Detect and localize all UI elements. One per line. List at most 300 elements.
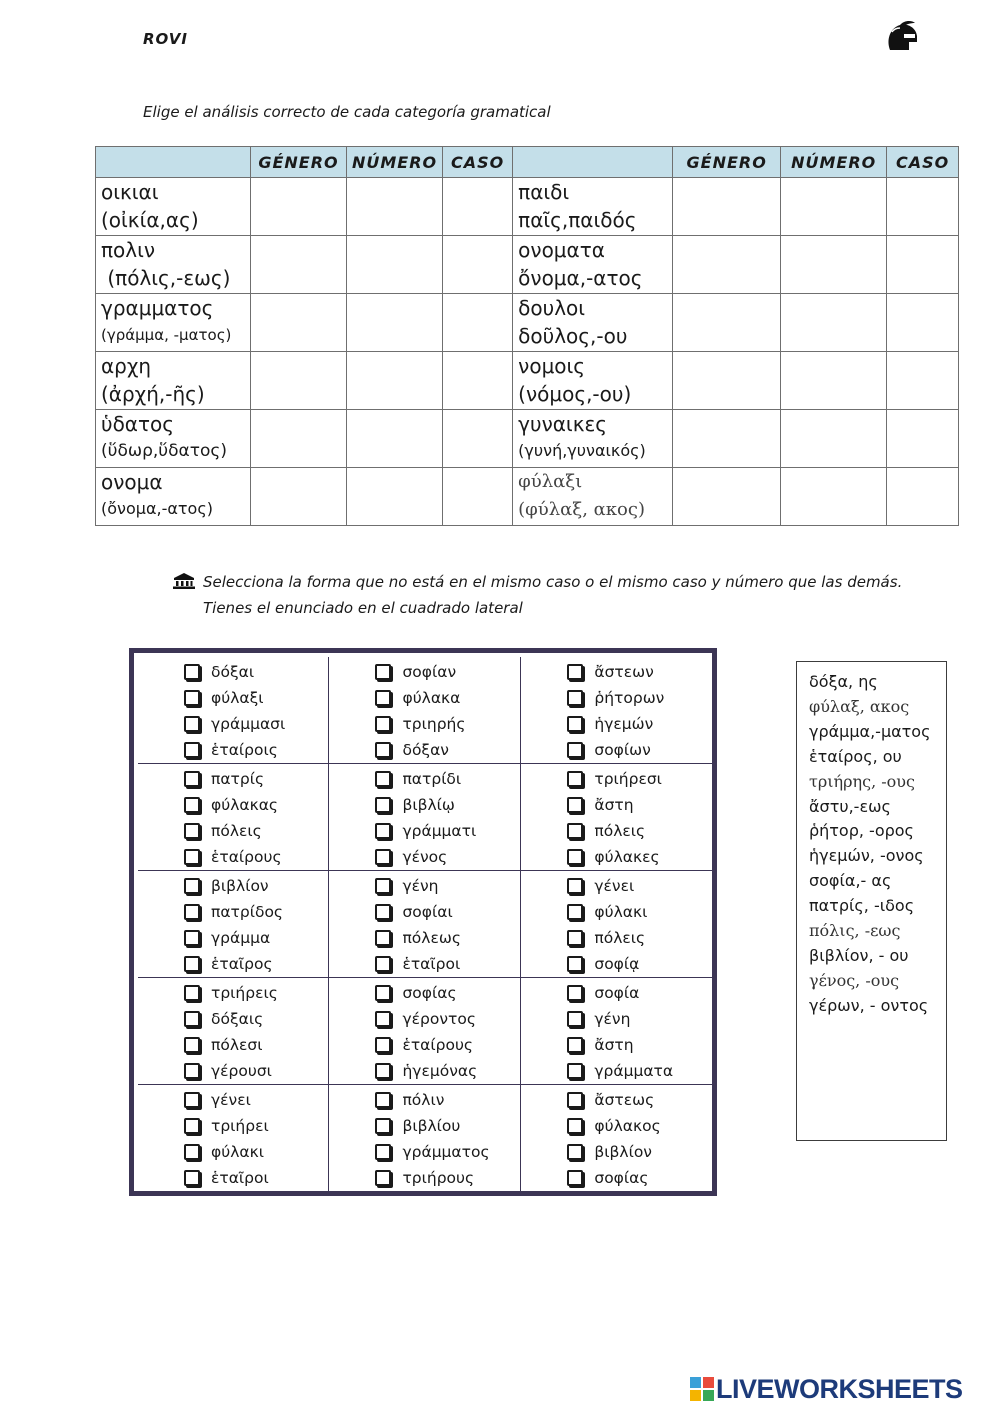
answer-cell[interactable] [347, 410, 443, 468]
option-item[interactable] [138, 1139, 328, 1165]
checkbox[interactable] [567, 849, 583, 865]
checkbox[interactable] [184, 985, 200, 1001]
option-item[interactable] [329, 1058, 520, 1084]
answer-cell[interactable] [347, 468, 443, 526]
option-label: ἄστη [594, 796, 634, 814]
answer-cell[interactable] [347, 294, 443, 352]
option-label: ἑταίρους [402, 1036, 474, 1054]
option-group [138, 657, 329, 764]
option-label: δόξαις [211, 1010, 264, 1028]
option-item[interactable] [329, 711, 520, 737]
checkbox[interactable] [375, 716, 391, 732]
lemma: (νόμος,-ου) [518, 382, 632, 406]
option-label: γένη [402, 877, 439, 895]
option-item[interactable] [138, 873, 328, 899]
option-item[interactable] [138, 925, 328, 951]
option-item[interactable] [329, 951, 520, 977]
word-cell [513, 294, 673, 352]
option-item[interactable] [329, 1139, 520, 1165]
checkbox[interactable] [184, 878, 200, 894]
option-item[interactable] [329, 1032, 520, 1058]
option-label: πόλιν [402, 1091, 445, 1109]
option-item[interactable] [329, 685, 520, 711]
checkbox[interactable] [184, 1092, 200, 1108]
checkbox[interactable] [375, 1144, 391, 1160]
option-item[interactable] [138, 685, 328, 711]
option-item[interactable] [521, 1087, 712, 1113]
header-genero: GÉNERO [251, 147, 347, 178]
checkbox[interactable] [375, 797, 391, 813]
word-cell [96, 352, 251, 410]
greek-word: γυναικες [518, 412, 608, 436]
grammar-analysis-table [95, 146, 959, 526]
checkbox[interactable] [567, 716, 583, 732]
reference-entry: γένος, -ους [809, 970, 900, 990]
option-label: πατρίδι [402, 770, 462, 788]
option-label: βιβλίον [594, 1143, 652, 1161]
option-item[interactable] [521, 792, 712, 818]
option-label: ἄστεων [594, 663, 654, 681]
option-label: τριήρεσι [594, 770, 662, 788]
checkbox[interactable] [184, 823, 200, 839]
option-label: σοφίας [594, 1169, 649, 1187]
lemma: (γυνή,γυναικός) [518, 441, 646, 460]
reference-entry: γέρων, - οντος [809, 995, 929, 1015]
odd-one-out-grid [129, 648, 717, 1196]
option-label: φύλακα [402, 689, 461, 707]
option-item[interactable] [138, 1006, 328, 1032]
word-cell [513, 352, 673, 410]
option-item[interactable] [138, 792, 328, 818]
checkbox[interactable] [567, 1037, 583, 1053]
option-label: τριήρεις [211, 984, 278, 1002]
answer-cell[interactable] [887, 410, 959, 468]
option-item[interactable] [138, 899, 328, 925]
option-label: ἄστη [594, 1036, 634, 1054]
answer-cell[interactable] [251, 236, 347, 294]
reference-entry: ἄστυ,-εως [809, 796, 891, 816]
header-numero: NÚMERO [781, 147, 887, 178]
grid-row [138, 764, 712, 871]
option-label: πόλεις [211, 822, 262, 840]
option-item[interactable] [329, 659, 520, 685]
checkbox[interactable] [375, 985, 391, 1001]
option-group [138, 1085, 329, 1192]
reference-entry: ἡγεμών, -ονος [809, 846, 924, 866]
option-item[interactable] [138, 818, 328, 844]
lemma: δοῦλος,-ου [518, 324, 628, 348]
option-group [138, 978, 329, 1085]
checkbox[interactable] [184, 1170, 200, 1186]
checkbox[interactable] [184, 797, 200, 813]
greek-word: ονομα [101, 470, 163, 494]
option-item[interactable] [138, 1058, 328, 1084]
answer-cell[interactable] [781, 294, 887, 352]
option-label: βιβλίον [211, 877, 269, 895]
option-item[interactable] [521, 899, 712, 925]
checkbox[interactable] [375, 690, 391, 706]
option-item[interactable] [329, 873, 520, 899]
option-label: ἑταίρους [211, 848, 282, 866]
checkbox[interactable] [375, 849, 391, 865]
greek-word: παιδι [518, 180, 570, 204]
header-genero: GÉNERO [673, 147, 781, 178]
option-label: φύλακι [594, 903, 648, 921]
greek-word: γραμματος [101, 296, 214, 320]
option-item[interactable] [521, 1113, 712, 1139]
checkbox[interactable] [567, 690, 583, 706]
option-item[interactable] [521, 1165, 712, 1191]
table-row [96, 178, 959, 236]
word-cell [513, 410, 673, 468]
answer-cell[interactable] [781, 178, 887, 236]
option-label: φύλακες [594, 848, 660, 866]
option-item[interactable] [521, 711, 712, 737]
reference-entry: πατρίς, -ιδος [809, 896, 915, 916]
option-item[interactable] [521, 766, 712, 792]
answer-cell[interactable] [443, 410, 513, 468]
option-group [138, 764, 329, 871]
checkbox[interactable] [567, 742, 583, 758]
option-item[interactable] [138, 844, 328, 870]
option-item[interactable] [329, 899, 520, 925]
checkbox[interactable] [567, 930, 583, 946]
option-label: ἄστεως [594, 1091, 655, 1109]
option-item[interactable] [138, 980, 328, 1006]
reference-entry: φύλαξ, ακος [809, 696, 910, 716]
lemma: ὄνομα,-ατος [518, 266, 643, 290]
option-item[interactable] [521, 1139, 712, 1165]
greek-word: ὑδατος [101, 412, 175, 436]
option-label: φύλακας [211, 796, 279, 814]
option-item[interactable] [521, 951, 712, 977]
option-item[interactable] [138, 1113, 328, 1139]
option-group [329, 871, 521, 978]
checkbox[interactable] [184, 771, 200, 787]
option-label: γέροντος [402, 1010, 476, 1028]
table-row [96, 468, 959, 526]
checkbox[interactable] [375, 823, 391, 839]
checkbox[interactable] [567, 1011, 583, 1027]
answer-cell[interactable] [887, 352, 959, 410]
lemma: (οἰκία,ας) [101, 208, 199, 232]
author-label: ROVI [143, 30, 188, 48]
lemma: (πόλις,-εως) [101, 266, 231, 290]
option-item[interactable] [521, 818, 712, 844]
option-label: γένει [594, 877, 635, 895]
option-label: πόλεως [402, 929, 461, 947]
reference-entry: δόξα, ης [809, 672, 878, 691]
exercise1-instruction: Elige el análisis correcto de cada categoría gramatical [143, 103, 551, 121]
checkbox[interactable] [567, 904, 583, 920]
answer-cell[interactable] [887, 236, 959, 294]
checkbox[interactable] [567, 823, 583, 839]
answer-cell[interactable] [673, 294, 781, 352]
checkbox[interactable] [567, 985, 583, 1001]
checkbox[interactable] [184, 849, 200, 865]
option-label: γένος [402, 848, 448, 866]
option-item[interactable] [329, 1087, 520, 1113]
option-item[interactable] [138, 737, 328, 763]
instruction-line-2: Tienes el enunciado en el cuadrado lateral [203, 599, 523, 617]
checkbox[interactable] [375, 956, 391, 972]
grid-row [138, 1085, 712, 1192]
option-label: ἑταῖροι [211, 1169, 269, 1187]
option-label: βιβλίῳ [402, 796, 455, 814]
option-item[interactable] [138, 1032, 328, 1058]
option-item[interactable] [329, 792, 520, 818]
answer-cell[interactable] [673, 352, 781, 410]
exercise2-instruction [173, 569, 902, 621]
checkbox[interactable] [375, 1011, 391, 1027]
answer-cell[interactable] [673, 410, 781, 468]
option-group [329, 978, 521, 1085]
checkbox[interactable] [184, 1144, 200, 1160]
checkbox[interactable] [375, 742, 391, 758]
reference-entry: βιβλίον, - ου [809, 945, 909, 965]
checkbox[interactable] [375, 771, 391, 787]
option-item[interactable] [138, 951, 328, 977]
option-item[interactable] [329, 818, 520, 844]
lemma: (ἀρχή,-ῆς) [101, 382, 205, 406]
word-cell [513, 178, 673, 236]
answer-cell[interactable] [347, 178, 443, 236]
options-table [138, 657, 712, 1191]
answer-cell[interactable] [887, 178, 959, 236]
option-item[interactable] [329, 1006, 520, 1032]
checkbox[interactable] [375, 1118, 391, 1134]
greek-temple-icon [173, 573, 195, 589]
header-cell [96, 147, 251, 178]
checkbox[interactable] [567, 1092, 583, 1108]
option-item[interactable] [521, 844, 712, 870]
answer-cell[interactable] [673, 468, 781, 526]
checkbox[interactable] [567, 1063, 583, 1079]
spartan-helmet-icon [882, 20, 922, 56]
grid-row [138, 978, 712, 1085]
answer-cell[interactable] [443, 294, 513, 352]
greek-word: ονοματα [518, 238, 605, 262]
table-row [96, 236, 959, 294]
checkbox[interactable] [567, 956, 583, 972]
checkbox[interactable] [184, 664, 200, 680]
checkbox[interactable] [184, 742, 200, 758]
option-label: σοφίᾳ [594, 955, 640, 973]
lemma: (ὕδωρ,ὕδατος) [101, 441, 227, 461]
answer-cell[interactable] [673, 178, 781, 236]
option-label: δόξαι [211, 663, 255, 681]
table-row [96, 410, 959, 468]
option-label: τριήρους [402, 1169, 475, 1187]
answer-cell[interactable] [251, 352, 347, 410]
liveworksheets-footer [690, 1374, 963, 1404]
lemma: (γράμμα, -ματος) [101, 326, 232, 344]
reference-entry: πόλις, -εως [809, 921, 901, 941]
option-label: τριήρει [211, 1117, 269, 1135]
option-label: σοφίας [402, 984, 457, 1002]
option-item[interactable] [521, 1032, 712, 1058]
checkbox[interactable] [567, 664, 583, 680]
option-group [138, 871, 329, 978]
option-label: γράμματι [402, 822, 477, 840]
option-label: ἑταῖροι [402, 955, 461, 973]
option-label: γράμματος [402, 1143, 490, 1161]
option-group [521, 1085, 712, 1192]
option-item[interactable] [329, 766, 520, 792]
instruction-line-1: Selecciona la forma que no está en el mismo caso o el mismo caso y número que las demás. [203, 573, 903, 591]
option-item[interactable] [329, 844, 520, 870]
answer-cell[interactable] [443, 352, 513, 410]
option-item[interactable] [521, 1058, 712, 1084]
checkbox[interactable] [184, 716, 200, 732]
checkbox[interactable] [567, 1118, 583, 1134]
grid-row [138, 657, 712, 764]
option-group [329, 1085, 521, 1192]
option-label: σοφίων [594, 741, 651, 759]
checkbox[interactable] [184, 1037, 200, 1053]
option-item[interactable] [329, 1165, 520, 1191]
greek-word: νομοις [518, 354, 586, 378]
checkbox[interactable] [184, 930, 200, 946]
lemma: παῖς,παιδός [518, 208, 637, 232]
checkbox[interactable] [184, 690, 200, 706]
option-item[interactable] [521, 1006, 712, 1032]
greek-word: δουλοι [518, 296, 586, 320]
checkbox[interactable] [184, 1118, 200, 1134]
option-item[interactable] [138, 1087, 328, 1113]
answer-cell[interactable] [781, 236, 887, 294]
option-label: ἑταίροις [211, 741, 278, 759]
answer-cell[interactable] [347, 236, 443, 294]
answer-cell[interactable] [887, 294, 959, 352]
answer-cell[interactable] [347, 352, 443, 410]
option-item[interactable] [329, 980, 520, 1006]
option-label: φύλαξι [211, 689, 264, 707]
header-cell [513, 147, 673, 178]
option-group [521, 764, 712, 871]
option-label: γράμμασι [211, 715, 286, 733]
answer-cell[interactable] [781, 352, 887, 410]
answer-cell[interactable] [251, 294, 347, 352]
option-label: γέρουσι [211, 1062, 272, 1080]
option-item[interactable] [138, 659, 328, 685]
checkbox[interactable] [375, 878, 391, 894]
option-item[interactable] [329, 737, 520, 763]
checkbox[interactable] [567, 797, 583, 813]
checkbox[interactable] [375, 1063, 391, 1079]
checkbox[interactable] [375, 930, 391, 946]
word-cell [96, 178, 251, 236]
lemma: (φύλαξ, ακος) [518, 499, 645, 520]
answer-cell[interactable] [251, 468, 347, 526]
answer-cell[interactable] [251, 410, 347, 468]
option-label: ἡγεμών [594, 715, 654, 733]
option-item[interactable] [521, 925, 712, 951]
header-caso: CASO [443, 147, 513, 178]
option-label: σοφία [594, 984, 640, 1002]
option-item[interactable] [138, 711, 328, 737]
reference-entry: γράμμα,-ματος [809, 721, 931, 741]
word-cell [96, 468, 251, 526]
answer-cell[interactable] [443, 178, 513, 236]
option-item[interactable] [521, 873, 712, 899]
checkbox[interactable] [375, 904, 391, 920]
checkbox[interactable] [567, 878, 583, 894]
option-label: τριηρής [402, 715, 466, 733]
answer-cell[interactable] [887, 468, 959, 526]
table-header-row [96, 147, 959, 178]
checkbox[interactable] [184, 904, 200, 920]
brand-name: LIVEWORKSHEETS [716, 1373, 963, 1404]
answer-cell[interactable] [673, 236, 781, 294]
option-item[interactable] [521, 685, 712, 711]
header-caso: CASO [887, 147, 959, 178]
option-group [329, 764, 521, 871]
option-group [521, 978, 712, 1085]
checkbox[interactable] [567, 1144, 583, 1160]
checkbox[interactable] [184, 956, 200, 972]
word-cell [513, 236, 673, 294]
option-label: βιβλίου [402, 1117, 461, 1135]
checkbox[interactable] [184, 1063, 200, 1079]
option-group [521, 871, 712, 978]
option-label: πατρίς [211, 770, 265, 788]
answer-cell[interactable] [443, 468, 513, 526]
answer-cell[interactable] [781, 410, 887, 468]
liveworksheets-logo-icon [690, 1377, 714, 1401]
table-row [96, 352, 959, 410]
word-cell [96, 410, 251, 468]
greek-word: πολιν [101, 238, 156, 262]
answer-cell[interactable] [251, 178, 347, 236]
option-item[interactable] [329, 925, 520, 951]
word-cell [513, 468, 673, 526]
checkbox[interactable] [184, 1011, 200, 1027]
option-label: πόλεσι [211, 1036, 263, 1054]
option-group [521, 657, 712, 764]
option-label: γένει [211, 1091, 251, 1109]
option-item[interactable] [521, 659, 712, 685]
option-item[interactable] [329, 1113, 520, 1139]
grid-row [138, 871, 712, 978]
answer-cell[interactable] [781, 468, 887, 526]
word-cell [96, 236, 251, 294]
checkbox[interactable] [375, 1092, 391, 1108]
option-item[interactable] [521, 737, 712, 763]
checkbox[interactable] [567, 1170, 583, 1186]
option-item[interactable] [138, 766, 328, 792]
checkbox[interactable] [375, 1037, 391, 1053]
checkbox[interactable] [375, 664, 391, 680]
option-label: πόλεις [594, 929, 646, 947]
checkbox[interactable] [567, 771, 583, 787]
header-numero: NÚMERO [347, 147, 443, 178]
option-group [329, 657, 521, 764]
reference-entry: σοφία,- ας [809, 871, 892, 891]
option-label: φύλακος [594, 1117, 661, 1135]
option-label: σοφίαι [402, 903, 453, 921]
checkbox[interactable] [375, 1170, 391, 1186]
option-label: γένη [594, 1010, 631, 1028]
option-item[interactable] [138, 1165, 328, 1191]
option-label: δόξαν [402, 741, 449, 759]
option-label: γράμμα [211, 929, 271, 947]
option-item[interactable] [521, 980, 712, 1006]
reference-entry: ῥήτορ, -ορος [809, 821, 914, 841]
option-label: πόλεις [594, 822, 646, 840]
option-label: ῥήτορων [594, 689, 665, 707]
answer-cell[interactable] [443, 236, 513, 294]
